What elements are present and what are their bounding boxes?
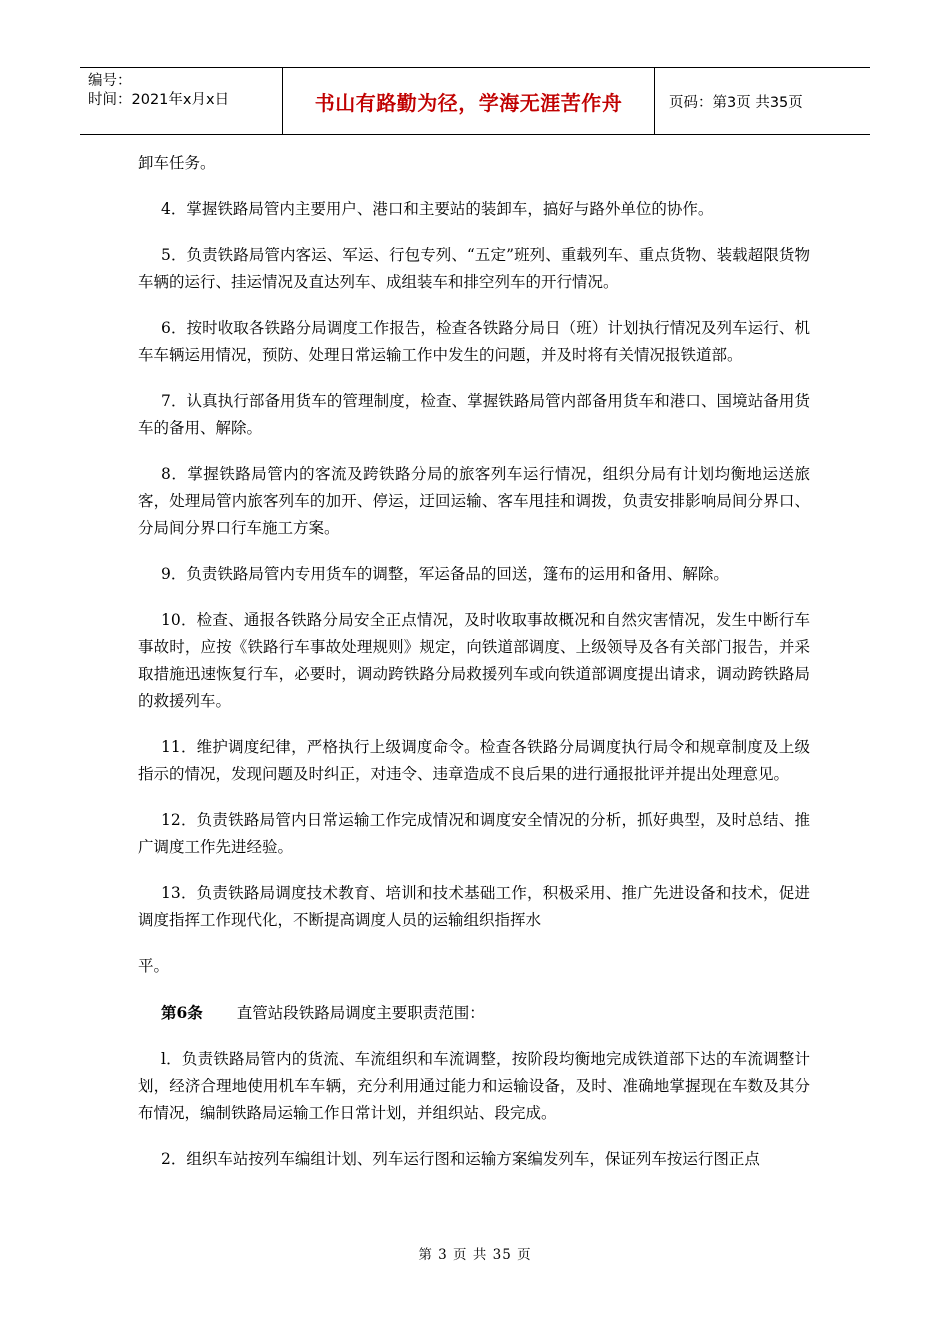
paragraph-13: 13．负责铁路局调度技术教育、培训和技术基础工作，积极采用、推广先进设备和技术，促进调度指挥工作现代化，不断提高调度人员的运输组织指挥水 bbox=[138, 884, 810, 929]
paragraph-13-end: 平。 bbox=[138, 957, 170, 975]
paragraph-6: 6．按时收取各铁路分局调度工作报告，检查各铁路分局日（班）计划执行情况及列车运行、机车车辆运用情况，预防、处理日常运输工作中发生的问题，并及时将有关情况报铁道部。 bbox=[138, 319, 810, 364]
paragraph-5: 5．负责铁路局管内客运、军运、行包专列、“五定”班列、重载列车、重点货物、装载超限货物车辆的运行、挂运情况及直达列车、成组装车和排空列车的开行情况。 bbox=[138, 246, 810, 291]
article-item-1: l．负责铁路局管内的货流、车流组织和车流调整，按阶段均衡地完成铁道部下达的车流调整计划，经济合理地使用机车车辆，充分利用通过能力和运输设备，及时、准确地掌握现在车数及其分布情况，编制铁路局运输工作日常计划，并组织站、段完成。 bbox=[138, 1050, 810, 1122]
header-meta bbox=[80, 68, 282, 134]
article-item-2: 2．组织车站按列车编组计划、列车运行图和运输方案编发列车，保证列车按运行图正点 bbox=[161, 1150, 760, 1168]
paragraph-7: 7．认真执行部备用货车的管理制度，检查、掌握铁路局管内部备用货车和港口、国境站备用货车的备用、解除。 bbox=[138, 392, 810, 437]
paragraph-9: 9．负责铁路局管内专用货车的调整，军运备品的回送，篷布的运用和备用、解除。 bbox=[161, 565, 729, 583]
paragraph-8: 8．掌握铁路局管内的客流及跨铁路分局的旅客列车运行情况，组织分局有计划均衡地运送旅客，处理局管内旅客列车的加开、停运，迂回运输、客车甩挂和调拨，负责安排影响局间分界口、分局间分界口行车施工方案。 bbox=[138, 465, 810, 537]
header-page-info: 页码：第3页 共35页 bbox=[669, 94, 803, 111]
article-title: 直管站段铁路局调度主要职责范围： bbox=[236, 1004, 485, 1022]
paragraph-0: 卸车任务。 bbox=[138, 154, 216, 172]
header-date-label: 时间：2021年x月x日 bbox=[88, 92, 230, 108]
article-number: 第6条 bbox=[161, 1003, 203, 1022]
document-body bbox=[138, 150, 810, 1192]
paragraph-11: 11．维护调度纪律，严格执行上级调度命令。检查各铁路分局调度执行局令和规章制度及上级指示的情况，发现问题及时纠正，对违令、违章造成不良后果的进行通报批评并提出处理意见。 bbox=[138, 738, 810, 783]
header-number-label: 编号： bbox=[88, 73, 132, 89]
page-footer: 第 3 页 共 35 页 bbox=[418, 1247, 532, 1263]
article-heading bbox=[138, 999, 810, 1027]
paragraph-12: 12．负责铁路局管内日常运输工作完成情况和调度安全情况的分析，抓好典型，及时总结、推广调度工作先进经验。 bbox=[138, 811, 810, 856]
paragraph-4: 4．掌握铁路局管内主要用户、港口和主要站的装卸车，搞好与路外单位的协作。 bbox=[161, 200, 714, 218]
paragraph-10: 10．检查、通报各铁路分局安全正点情况，及时收取事故概况和自然灾害情况，发生中断行车事故时，应按《铁路行车事故处理规则》规定，向铁道部调度、上级领导及各有关部门报告，并采取措施迅速恢复行车，必要时，调动跨铁路分局救援列车或向铁道部调度提出请求，调动跨铁路局的救援列车。 bbox=[138, 611, 810, 710]
header-motto: 书山有路勤为径，学海无涯苦作舟 bbox=[282, 68, 655, 134]
page-header bbox=[80, 67, 870, 135]
